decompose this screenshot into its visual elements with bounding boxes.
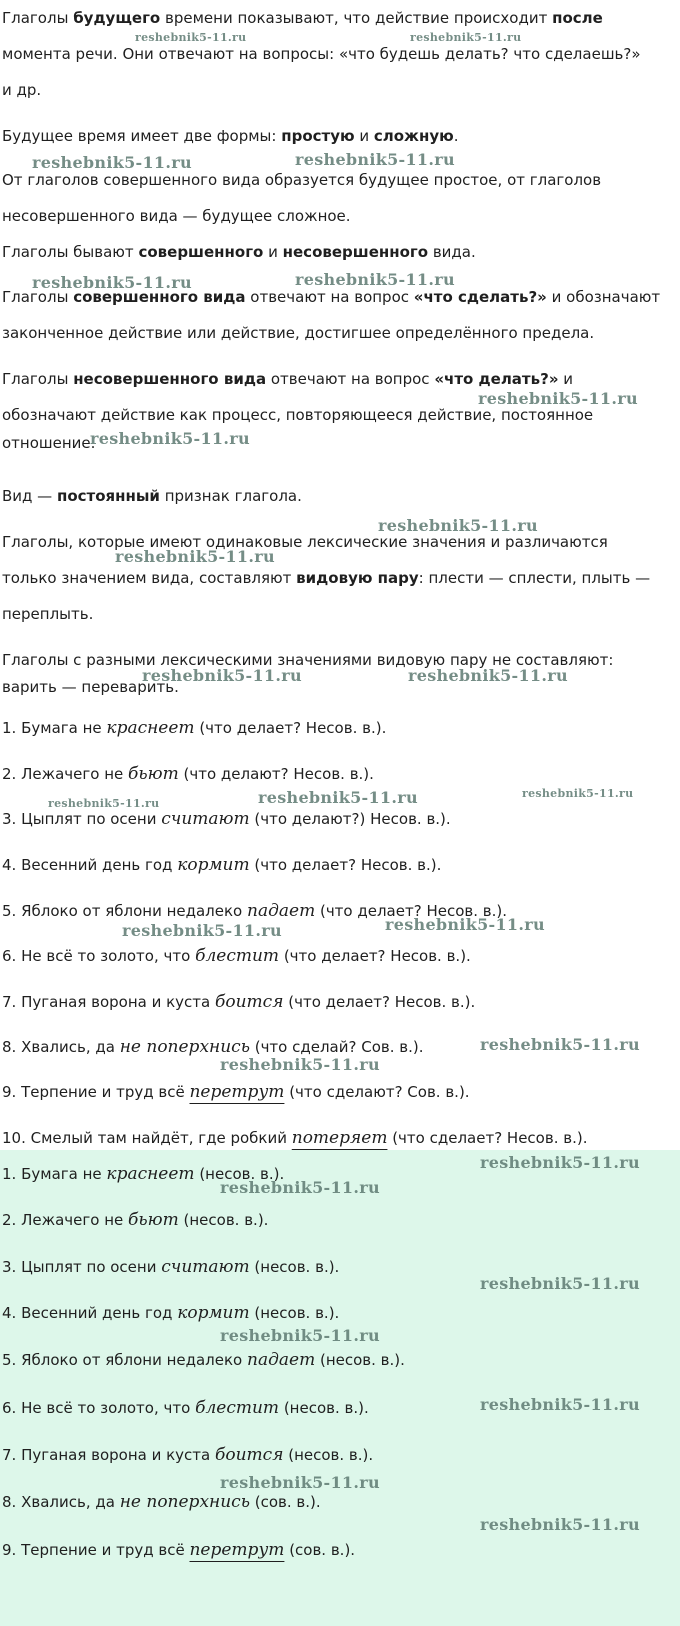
answer-item-2: 2. Лежачего не бьют (несов. в.). <box>2 1210 269 1230</box>
watermark: reshebnik5-11.ru <box>295 270 455 289</box>
answer-item-7: 7. Пуганая ворона и куста боится (несов. в.). <box>2 1445 374 1465</box>
watermark: reshebnik5-11.ru <box>32 153 192 172</box>
watermark: reshebnik5-11.ru <box>48 797 160 810</box>
intro-p8-line3: переплыть. <box>2 605 94 623</box>
intro-p7: Вид — постоянный признак глагола. <box>2 487 302 505</box>
watermark: reshebnik5-11.ru <box>90 429 250 448</box>
watermark: reshebnik5-11.ru <box>142 666 302 685</box>
answer-item-8: 8. Хвались, да не поперхнись (сов. в.). <box>2 1492 321 1512</box>
answer-item-5: 5. Яблоко от яблони недалеко падает (несов. в.). <box>2 1350 405 1370</box>
watermark: reshebnik5-11.ru <box>122 921 282 940</box>
intro-p1-line3: и др. <box>2 81 42 99</box>
watermark: reshebnik5-11.ru <box>480 1153 640 1172</box>
intro-p3-line1: От глаголов совершенного вида образуется будущее простое, от глаголов <box>2 171 602 189</box>
intro-p8-line1: Глаголы, которые имеют одинаковые лексические значения и различаются <box>2 533 608 551</box>
task-item-5: 5. Яблоко от яблони недалеко падает (что делает? Несов. в.). <box>2 901 507 921</box>
watermark: reshebnik5-11.ru <box>480 1274 640 1293</box>
watermark: reshebnik5-11.ru <box>258 788 418 807</box>
task-item-9: 9. Терпение и труд всё перетрут (что сделают? Сов. в.). <box>2 1082 470 1102</box>
intro-p4: Глаголы бывают совершенного и несовершенного вида. <box>2 243 476 261</box>
intro-p6-line3: отношение. <box>2 434 96 452</box>
intro-p1-line2: момента речи. Они отвечают на вопросы: «что будешь делать? что сделаешь?» <box>2 45 641 63</box>
intro-p6-line1: Глаголы несовершенного вида отвечают на вопрос «что делать?» и <box>2 370 574 388</box>
watermark: reshebnik5-11.ru <box>410 31 522 44</box>
answer-item-6: 6. Не всё то золото, что блестит (несов. в.). <box>2 1398 369 1418</box>
intro-p9-line1: Глаголы с разными лексическими значениями видовую пару не составляют: <box>2 651 614 669</box>
watermark: reshebnik5-11.ru <box>480 1395 640 1414</box>
task-item-10: 10. Смелый там найдёт, где робкий потеряет (что сделает? Несов. в.). <box>2 1128 588 1148</box>
intro-p6-line2: обозначают действие как процесс, повторяющееся действие, постоянное <box>2 406 594 424</box>
task-item-4: 4. Весенний день год кормит (что делает? Несов. в.). <box>2 855 442 875</box>
watermark: reshebnik5-11.ru <box>220 1473 380 1492</box>
answer-item-9: 9. Терпение и труд всё перетрут (сов. в.). <box>2 1540 356 1560</box>
watermark: reshebnik5-11.ru <box>385 915 545 934</box>
task-item-3: 3. Цыплят по осени считают (что делают?) Несов. в.). <box>2 809 451 829</box>
watermark: reshebnik5-11.ru <box>220 1178 380 1197</box>
answer-item-4: 4. Весенний день год кормит (несов. в.). <box>2 1303 340 1323</box>
watermark: reshebnik5-11.ru <box>480 1035 640 1054</box>
watermark: reshebnik5-11.ru <box>408 666 568 685</box>
watermark: reshebnik5-11.ru <box>115 547 275 566</box>
watermark: reshebnik5-11.ru <box>478 389 638 408</box>
intro-p8-line2: только значением вида, составляют видовую пару: плести — сплести, плыть — <box>2 569 651 587</box>
watermark: reshebnik5-11.ru <box>295 150 455 169</box>
watermark: reshebnik5-11.ru <box>135 31 247 44</box>
watermark: reshebnik5-11.ru <box>32 273 192 292</box>
watermark: reshebnik5-11.ru <box>220 1326 380 1345</box>
watermark: reshebnik5-11.ru <box>522 787 634 800</box>
task-item-2: 2. Лежачего не бьют (что делают? Несов. в.). <box>2 764 374 784</box>
task-item-6: 6. Не всё то золото, что блестит (что делает? Несов. в.). <box>2 946 471 966</box>
intro-p5-line1: Глаголы совершенного вида отвечают на вопрос «что сделать?» и обозначают <box>2 288 661 306</box>
intro-p1-line1: Глаголы будущего времени показывают, что действие происходит после <box>2 9 603 27</box>
watermark: reshebnik5-11.ru <box>378 516 538 535</box>
intro-p5-line2: законченное действие или действие, достигшее определённого предела. <box>2 324 595 342</box>
task-item-7: 7. Пуганая ворона и куста боится (что делает? Несов. в.). <box>2 992 476 1012</box>
answer-item-3: 3. Цыплят по осени считают (несов. в.). <box>2 1257 340 1277</box>
answer-item-1: 1. Бумага не краснеет (несов. в.). <box>2 1164 285 1184</box>
intro-p9-line2: варить — переварить. <box>2 678 179 696</box>
task-item-8: 8. Хвались, да не поперхнись (что сделай? Сов. в.). <box>2 1037 424 1057</box>
intro-p3-line2: несовершенного вида — будущее сложное. <box>2 207 351 225</box>
intro-p2: Будущее время имеет две формы: простую и сложную. <box>2 127 459 145</box>
watermark: reshebnik5-11.ru <box>480 1515 640 1534</box>
task-item-1: 1. Бумага не краснеет (что делает? Несов. в.). <box>2 718 387 738</box>
watermark: reshebnik5-11.ru <box>220 1055 380 1074</box>
